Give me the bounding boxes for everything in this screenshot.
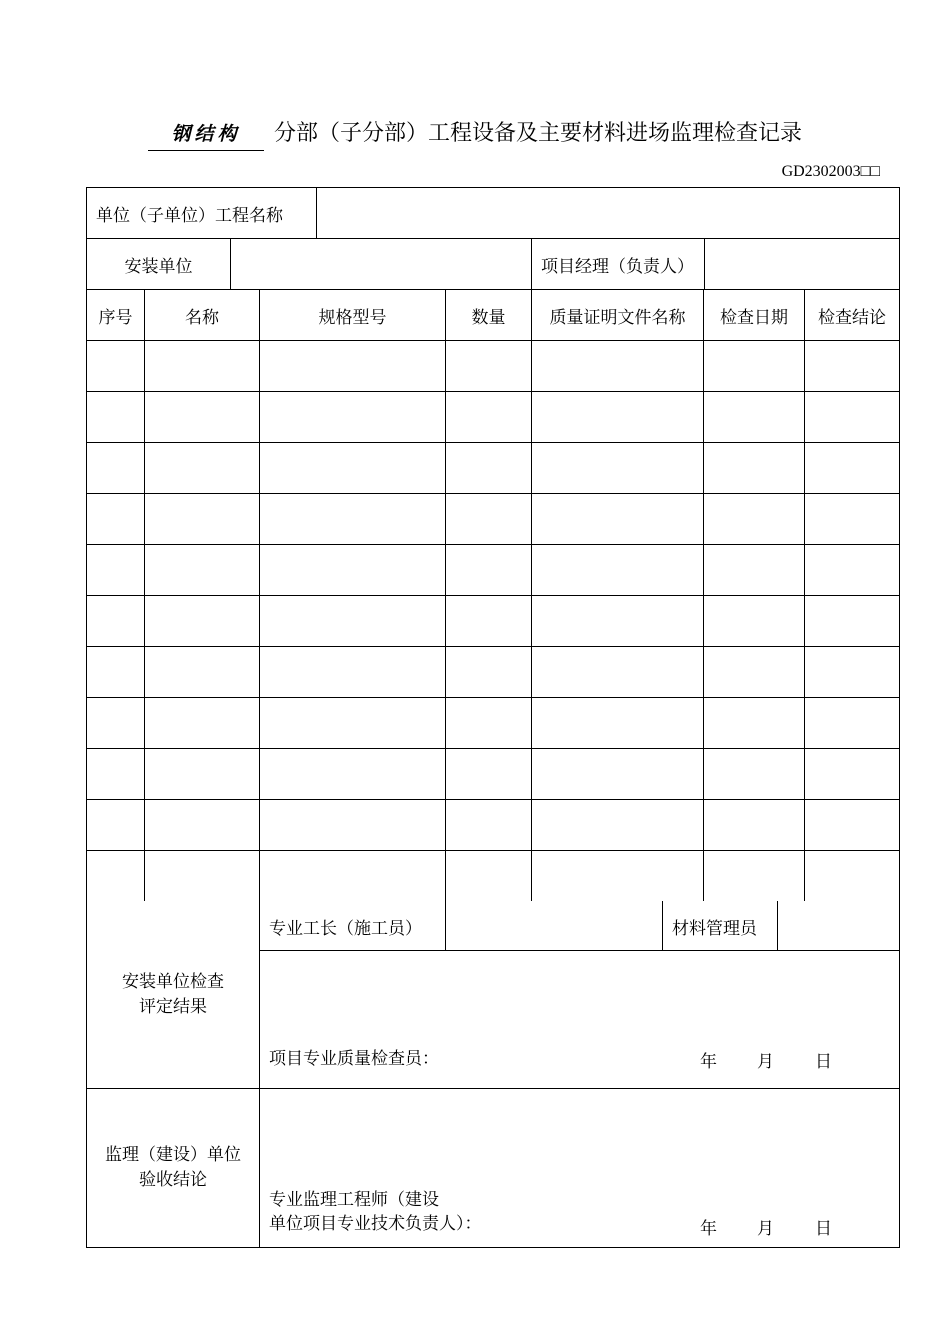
division-name-field[interactable]: 钢结构 bbox=[148, 118, 264, 151]
cell-quantity[interactable] bbox=[446, 698, 532, 748]
cell-quantity[interactable] bbox=[446, 596, 532, 646]
cell-index[interactable] bbox=[87, 800, 145, 850]
form-code: GD2302003□□ bbox=[781, 163, 880, 180]
col-header-spec: 规格型号 bbox=[260, 290, 446, 340]
cell-check-date[interactable] bbox=[704, 698, 805, 748]
install-year: 年 bbox=[700, 1052, 717, 1072]
col-header-name: 名称 bbox=[145, 290, 260, 340]
install-unit-label: 安装单位 bbox=[87, 239, 231, 289]
table-row bbox=[87, 545, 899, 596]
material-manager-label: 材料管理员 bbox=[663, 901, 778, 951]
supervision-label bbox=[87, 1089, 260, 1247]
install-check-label bbox=[87, 901, 260, 1088]
cell-spec[interactable] bbox=[260, 545, 446, 595]
cell-certificate[interactable] bbox=[532, 698, 704, 748]
supervision-block bbox=[87, 1089, 899, 1247]
cell-spec[interactable] bbox=[260, 494, 446, 544]
cell-quantity[interactable] bbox=[446, 749, 532, 799]
cell-conclusion[interactable] bbox=[805, 698, 899, 748]
table-row bbox=[87, 800, 899, 851]
cell-name[interactable] bbox=[145, 749, 260, 799]
cell-quantity[interactable] bbox=[446, 443, 532, 493]
supervision-body bbox=[260, 1089, 899, 1247]
col-header-check-date: 检查日期 bbox=[704, 290, 805, 340]
cell-conclusion[interactable] bbox=[805, 341, 899, 391]
cell-index[interactable] bbox=[87, 647, 145, 697]
cell-spec[interactable] bbox=[260, 341, 446, 391]
cell-quantity[interactable] bbox=[446, 341, 532, 391]
cell-conclusion[interactable] bbox=[805, 545, 899, 595]
cell-name[interactable] bbox=[145, 494, 260, 544]
table-row bbox=[87, 749, 899, 800]
cell-check-date[interactable] bbox=[704, 341, 805, 391]
project-manager-field[interactable] bbox=[705, 239, 899, 289]
cell-spec[interactable] bbox=[260, 647, 446, 697]
cell-check-date[interactable] bbox=[704, 647, 805, 697]
cell-quantity[interactable] bbox=[446, 494, 532, 544]
cell-quantity[interactable] bbox=[446, 851, 532, 901]
cell-certificate[interactable] bbox=[532, 749, 704, 799]
cell-spec[interactable] bbox=[260, 392, 446, 442]
cell-index[interactable] bbox=[87, 596, 145, 646]
col-header-conclusion: 检查结论 bbox=[818, 307, 886, 328]
supervision-month: 月 bbox=[757, 1219, 774, 1239]
cell-index[interactable] bbox=[87, 749, 145, 799]
cell-name[interactable] bbox=[145, 596, 260, 646]
table-row bbox=[87, 596, 899, 647]
install-check-label-line1: 安装单位检查 bbox=[122, 971, 224, 992]
cell-spec[interactable] bbox=[260, 443, 446, 493]
cell-quantity[interactable] bbox=[446, 545, 532, 595]
table-row bbox=[87, 494, 899, 545]
cell-conclusion[interactable] bbox=[805, 392, 899, 442]
cell-quantity[interactable] bbox=[446, 800, 532, 850]
cell-name[interactable] bbox=[145, 392, 260, 442]
cell-check-date[interactable] bbox=[704, 545, 805, 595]
install-check-body bbox=[260, 901, 899, 1088]
cell-conclusion[interactable] bbox=[805, 749, 899, 799]
cell-index[interactable] bbox=[87, 494, 145, 544]
unit-project-label: 单位（子单位）工程名称 bbox=[87, 188, 317, 238]
cell-quantity[interactable] bbox=[446, 647, 532, 697]
cell-index[interactable] bbox=[87, 341, 145, 391]
cell-spec[interactable] bbox=[260, 800, 446, 850]
cell-index[interactable] bbox=[87, 443, 145, 493]
cell-certificate[interactable] bbox=[532, 545, 704, 595]
table-row bbox=[87, 392, 899, 443]
cell-check-date[interactable] bbox=[704, 494, 805, 544]
cell-check-date[interactable] bbox=[704, 800, 805, 850]
page-title bbox=[0, 118, 950, 151]
engineer-line2: 单位项目专业技术负责人）： bbox=[269, 1214, 482, 1234]
cell-index[interactable] bbox=[87, 698, 145, 748]
table-row bbox=[87, 341, 899, 392]
col-header-index: 序号 bbox=[87, 290, 145, 340]
cell-check-date[interactable] bbox=[704, 851, 805, 901]
cell-check-date[interactable] bbox=[704, 392, 805, 442]
cell-conclusion[interactable] bbox=[805, 647, 899, 697]
cell-index[interactable] bbox=[87, 392, 145, 442]
table-row bbox=[87, 698, 899, 749]
project-manager-label: 项目经理（负责人） bbox=[532, 239, 705, 289]
col-header-quantity: 数量 bbox=[446, 290, 532, 340]
install-day: 日 bbox=[815, 1052, 832, 1072]
cell-certificate[interactable] bbox=[532, 647, 704, 697]
unit-project-field[interactable] bbox=[317, 188, 899, 238]
cell-index[interactable] bbox=[87, 545, 145, 595]
col-header-certificate: 质量证明文件名称 bbox=[532, 290, 704, 340]
install-unit-field[interactable] bbox=[231, 239, 532, 289]
foreman-field[interactable] bbox=[446, 901, 663, 951]
foreman-label: 专业工长（施工员） bbox=[260, 901, 446, 951]
material-manager-field[interactable] bbox=[778, 901, 899, 951]
cell-spec[interactable] bbox=[260, 851, 446, 901]
cell-certificate[interactable] bbox=[532, 341, 704, 391]
supervision-year: 年 bbox=[700, 1219, 717, 1239]
cell-conclusion[interactable] bbox=[805, 494, 899, 544]
cell-check-date[interactable] bbox=[704, 596, 805, 646]
table-header-row bbox=[87, 290, 899, 341]
cell-index[interactable] bbox=[87, 851, 145, 901]
supervision-label-line1: 监理（建设）单位 bbox=[105, 1145, 241, 1165]
inspection-form bbox=[86, 187, 900, 1248]
cell-certificate[interactable] bbox=[532, 443, 704, 493]
cell-certificate[interactable] bbox=[532, 392, 704, 442]
table-row bbox=[87, 647, 899, 698]
cell-check-date[interactable] bbox=[704, 443, 805, 493]
cell-name[interactable] bbox=[145, 851, 260, 901]
cell-certificate[interactable] bbox=[532, 800, 704, 850]
cell-name[interactable] bbox=[145, 800, 260, 850]
cell-name[interactable] bbox=[145, 545, 260, 595]
cell-certificate[interactable] bbox=[532, 596, 704, 646]
quality-inspector-label: 项目专业质量检查员： bbox=[269, 1049, 439, 1069]
cell-spec[interactable] bbox=[260, 596, 446, 646]
cell-name[interactable] bbox=[145, 443, 260, 493]
supervision-label-line2: 验收结论 bbox=[139, 1170, 207, 1190]
cell-check-date[interactable] bbox=[704, 749, 805, 799]
cell-spec[interactable] bbox=[260, 749, 446, 799]
engineer-line1: 专业监理工程师（建设 bbox=[269, 1190, 439, 1210]
cell-spec[interactable] bbox=[260, 698, 446, 748]
cell-conclusion[interactable] bbox=[805, 443, 899, 493]
cell-conclusion[interactable] bbox=[805, 596, 899, 646]
install-unit-row bbox=[87, 239, 899, 290]
cell-name[interactable] bbox=[145, 341, 260, 391]
supervision-engineer-label bbox=[269, 1188, 482, 1236]
install-check-label-line2: 评定结果 bbox=[139, 996, 207, 1017]
install-month: 月 bbox=[757, 1052, 774, 1072]
cell-conclusion[interactable] bbox=[805, 800, 899, 850]
cell-quantity[interactable] bbox=[446, 392, 532, 442]
title-text: 分部（子分部）工程设备及主要材料进场监理检查记录 bbox=[273, 121, 802, 146]
cell-certificate[interactable] bbox=[532, 494, 704, 544]
supervision-day: 日 bbox=[815, 1219, 832, 1239]
cell-certificate[interactable] bbox=[532, 851, 704, 901]
table-row bbox=[87, 443, 899, 494]
unit-project-row bbox=[87, 188, 899, 239]
install-check-block bbox=[87, 901, 899, 1089]
cell-name[interactable] bbox=[145, 698, 260, 748]
table-row bbox=[87, 851, 899, 901]
table-body bbox=[87, 341, 899, 901]
cell-conclusion[interactable] bbox=[805, 851, 899, 901]
cell-name[interactable] bbox=[145, 647, 260, 697]
